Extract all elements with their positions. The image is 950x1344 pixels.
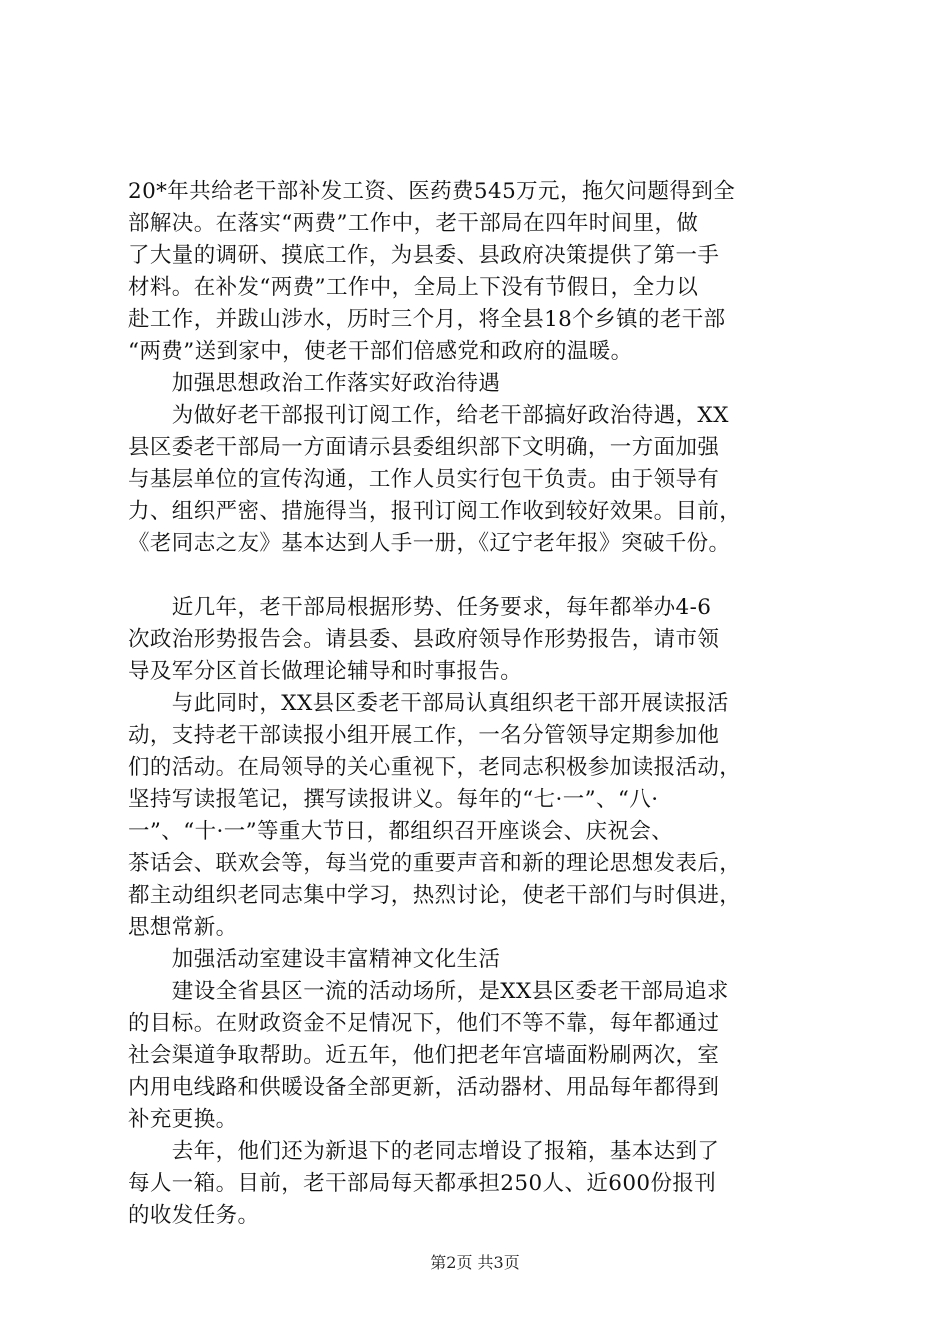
section-heading: 加强思想政治工作落实好政治待遇 [128,371,501,396]
text-line: 《老同志之友》基本达到人手一册，《辽宁老年报》突破千份。 [128,531,731,556]
section-heading: 加强活动室建设丰富精神文化生活 [128,947,501,972]
page-footer [0,1253,950,1273]
text-line: 茶话会、联欢会等，每当党的重要声音和新的理论思想发表后， [128,851,742,876]
text-line: 坚持写读报笔记，撰写读报讲义。每年的“七·一”、“八· [128,787,659,812]
text-line: 建设全省县区一流的活动场所，是XX县区委老干部局追求 [128,979,729,1004]
text-line: 次政治形势报告会。请县委、县政府领导作形势报告，请市领 [128,627,720,652]
text-line: 们的活动。在局领导的关心重视下，老同志积极参加读报活动， [128,755,742,780]
text-line: 力、组织严密、措施得当，报刊订阅工作收到较好效果。目前， [128,499,742,524]
text-line: 赴工作，并跋山涉水，历时三个月，将全县18个乡镇的老干部 [128,307,726,332]
text-line: 部解决。在落实“两费”工作中，老干部局在四年时间里，做 [128,211,699,236]
text-line: 社会渠道争取帮助。近五年，他们把老年宫墙面粉刷两次，室 [128,1043,720,1068]
text-line: 的收发任务。 [128,1203,260,1228]
text-line: 县区委老干部局一方面请示县委组织部下文明确，一方面加强 [128,435,720,460]
text-line: 导及军分区首长做理论辅导和时事报告。 [128,659,523,684]
blank-line [128,560,840,592]
text-line: 去年，他们还为新退下的老同志增设了报箱，基本达到了 [128,1139,720,1164]
text-line: 一”、“十·一”等重大节日，都组织召开座谈会、庆祝会、 [128,819,674,844]
text-line: 内用电线路和供暖设备全部更新，活动器材、用品每年都得到 [128,1075,720,1100]
text-line: “两费”送到家中，使老干部们倍感党和政府的温暖。 [128,339,633,364]
text-line: 动，支持老干部读报小组开展工作，一名分管领导定期参加他 [128,723,720,748]
text-line: 了大量的调研、摸底工作，为县委、县政府决策提供了第一手 [128,243,720,268]
text-line: 与基层单位的宣传沟通，工作人员实行包干负责。由于领导有 [128,467,720,492]
text-line: 的目标。在财政资金不足情况下，他们不等不靠，每年都通过 [128,1011,720,1036]
text-line: 都主动组织老同志集中学习，热烈讨论，使老干部们与时俱进， [128,883,742,908]
text-line: 每人一箱。目前，老干部局每天都承担250人、近600份报刊 [128,1171,717,1196]
text-line: 20*年共给老干部补发工资、医药费545万元，拖欠问题得到全 [128,179,736,204]
text-line: 材料。在补发“两费”工作中，全局上下没有节假日，全力以 [128,275,699,300]
document-body [128,176,840,1232]
text-line: 与此同时，XX县区委老干部局认真组织老干部开展读报活 [128,691,729,716]
text-line: 为做好老干部报刊订阅工作，给老干部搞好政治待遇，XX [128,403,729,428]
page-number-label: 第2页 共3页 [430,1253,520,1272]
text-line: 近几年，老干部局根据形势、任务要求，每年都举办4-6 [128,595,712,620]
text-line: 补充更换。 [128,1107,238,1132]
text-line: 思想常新。 [128,915,238,940]
